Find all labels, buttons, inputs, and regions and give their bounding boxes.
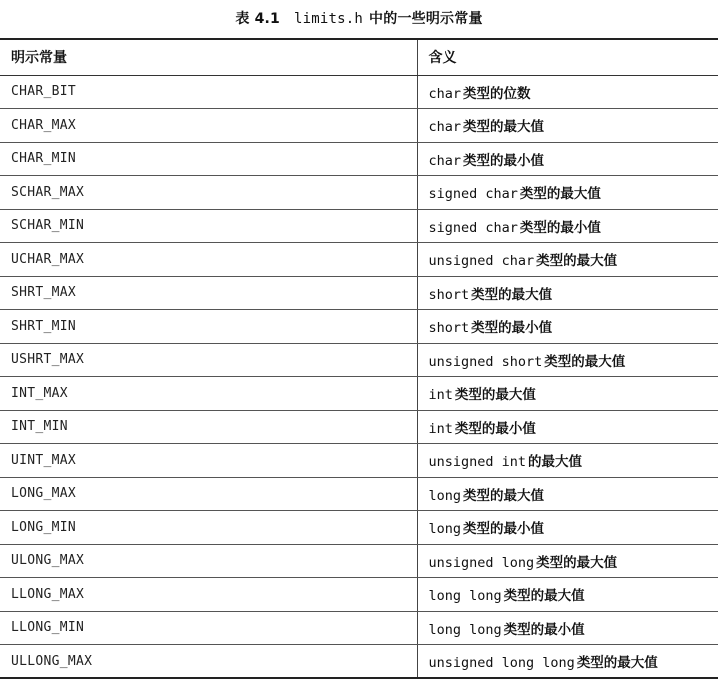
constant-name: UCHAR_MAX: [0, 243, 417, 277]
table-row: [0, 477, 718, 511]
meaning-type-code: char: [428, 119, 462, 136]
constant-meaning: [417, 75, 718, 109]
table-row: [0, 276, 718, 310]
constant-name: SHRT_MAX: [0, 276, 417, 310]
meaning-type-code: int: [428, 420, 453, 437]
constant-meaning: [417, 209, 718, 243]
constant-meaning: [417, 578, 718, 612]
constant-meaning: [417, 444, 718, 478]
table-row: [0, 444, 718, 478]
constant-name: UINT_MAX: [0, 444, 417, 478]
table-row: [0, 511, 718, 545]
table-row: [0, 142, 718, 176]
meaning-description: 类型的最大值: [503, 588, 585, 605]
table-row: [0, 310, 718, 344]
meaning-type-code: signed char: [428, 219, 518, 236]
constant-meaning: [417, 109, 718, 143]
table-row: [0, 410, 718, 444]
constant-meaning: [417, 377, 718, 411]
constant-name: ULLONG_MAX: [0, 645, 417, 679]
meaning-description: 类型的最大值: [454, 387, 536, 404]
constant-meaning: [417, 310, 718, 344]
constant-meaning: [417, 544, 718, 578]
constant-meaning: [417, 477, 718, 511]
constant-meaning: [417, 410, 718, 444]
header-constant-name: 明示常量: [0, 39, 417, 75]
constant-name: SCHAR_MAX: [0, 176, 417, 210]
table-row: [0, 176, 718, 210]
constant-meaning: [417, 176, 718, 210]
constant-meaning: [417, 243, 718, 277]
table-caption: [0, 0, 718, 36]
meaning-type-code: unsigned long: [428, 554, 535, 571]
meaning-description: 类型的最大值: [544, 353, 626, 370]
header-row: [0, 39, 718, 75]
meaning-description: 类型的最小值: [503, 621, 585, 638]
caption-text: 中的一些明示常量: [369, 11, 483, 27]
meaning-type-code: char: [428, 152, 462, 169]
meaning-description: 类型的最小值: [519, 219, 601, 236]
meaning-description: 类型的最大值: [463, 487, 545, 504]
constant-name: CHAR_BIT: [0, 75, 417, 109]
meaning-type-code: char: [428, 85, 462, 102]
meaning-description: 类型的最大值: [536, 554, 618, 571]
header-meaning: 含义: [417, 39, 718, 75]
meaning-type-code: long: [428, 521, 462, 538]
constant-name: CHAR_MIN: [0, 142, 417, 176]
table-body: [0, 75, 718, 678]
meaning-description: 类型的最小值: [454, 420, 536, 437]
table-row: [0, 109, 718, 143]
constant-meaning: [417, 343, 718, 377]
constant-name: SCHAR_MIN: [0, 209, 417, 243]
caption-label: 表 4.1: [235, 11, 281, 27]
constants-table: [0, 38, 718, 679]
meaning-description: 类型的最小值: [471, 320, 553, 337]
constant-meaning: [417, 611, 718, 645]
meaning-type-code: short: [428, 286, 470, 303]
table-row: [0, 209, 718, 243]
constant-meaning: [417, 142, 718, 176]
table-row: [0, 343, 718, 377]
constant-name: INT_MAX: [0, 377, 417, 411]
table-row: [0, 544, 718, 578]
constant-name: ULONG_MAX: [0, 544, 417, 578]
constant-name: LLONG_MIN: [0, 611, 417, 645]
constant-name: INT_MIN: [0, 410, 417, 444]
meaning-description: 类型的最大值: [463, 119, 545, 136]
meaning-description: 类型的最小值: [463, 521, 545, 538]
meaning-type-code: long: [428, 487, 462, 504]
meaning-description: 类型的最大值: [519, 186, 601, 203]
constant-meaning: [417, 645, 718, 679]
constant-meaning: [417, 511, 718, 545]
constant-meaning: [417, 276, 718, 310]
constant-name: SHRT_MIN: [0, 310, 417, 344]
meaning-type-code: signed char: [428, 186, 518, 203]
caption-code: limits.h: [294, 11, 364, 27]
constant-name: LONG_MIN: [0, 511, 417, 545]
table-row: [0, 243, 718, 277]
meaning-type-code: short: [428, 320, 470, 337]
constant-name: LONG_MAX: [0, 477, 417, 511]
meaning-description: 类型的位数: [463, 85, 531, 102]
meaning-type-code: int: [428, 387, 453, 404]
meaning-type-code: unsigned char: [428, 253, 535, 270]
meaning-type-code: long long: [428, 621, 502, 638]
meaning-description: 类型的最大值: [576, 655, 658, 671]
table-row: [0, 377, 718, 411]
constant-name: LLONG_MAX: [0, 578, 417, 612]
table-row: [0, 645, 718, 679]
meaning-type-code: unsigned short: [428, 353, 543, 370]
meaning-description: 类型的最大值: [536, 253, 618, 270]
table-row: [0, 611, 718, 645]
constant-name: USHRT_MAX: [0, 343, 417, 377]
meaning-description: 的最大值: [528, 454, 583, 471]
meaning-description: 类型的最大值: [471, 286, 553, 303]
meaning-type-code: long long: [428, 588, 502, 605]
constant-name: CHAR_MAX: [0, 109, 417, 143]
table-row: [0, 75, 718, 109]
table-row: [0, 578, 718, 612]
table-header: [0, 39, 718, 75]
meaning-type-code: unsigned int: [428, 454, 527, 471]
meaning-description: 类型的最小值: [463, 152, 545, 169]
meaning-type-code: unsigned long long: [428, 655, 575, 671]
